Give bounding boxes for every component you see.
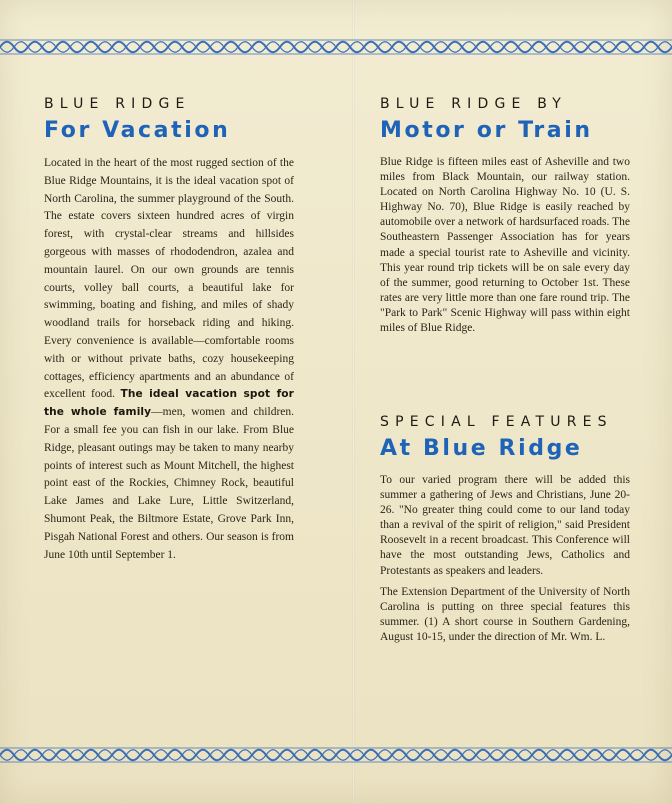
travel-headline: Motor or Train bbox=[380, 118, 593, 143]
travel-body: Blue Ridge is fifteen miles east of Asheville and two miles from Black Mountain, our railway station. Located on North Carolina Highway No. 10 (U. S. Highway No. 70), Blue Ridge is easily reached by automobile over a network of hardsurfaced roads. The Southeastern Passenger Association has for years made a special tourist rate to Asheville and vicinity. This year round trip tickets will be on sale every day of the summer, good returning to October 1st. These rates are very little more than one fare round trip. The "Park to Park" Scenic Highway will pass within eight miles of Blue Ridge. bbox=[380, 156, 630, 335]
vacation-body-part1: Located in the heart of the most rugged section of the Blue Ridge Mountains, it is the ideal vacation spot of North Carolina, the summer playground of the South. The estate covers sixteen hundred acres of virgin forest, with crystal-clear streams and hillsides gorgeous with masses of rhododendron, azalea and mountain laurel. On our own grounds are tennis courts, volley ball courts, a beautiful lake for swimming, boating and fishing, and miles of shady woodland trails for horseback riding and hiking. Every convenience is available—comfortable rooms with or without private baths, cozy housekeeping cottages, efficiency apartments and an abundance of excellent food. bbox=[44, 157, 294, 401]
vacation-body-part2: —men, women and children. For a small fee you can fish in our lake. From Blue Ridge, pleasant outings may be taken to many nearby points of interest such as Mount Mitchell, the highest point east of the Rockies, Chimney Rock, beautiful Lake James and Lake Lure, Little Switzerland, Shumont Peak, the Biltmore Estate, Grove Park Inn, Pisgah National Forest and others. Our season is from June 10th until September 1. bbox=[44, 406, 295, 561]
features-kicker: SPECIAL FEATURES bbox=[380, 414, 613, 430]
vacation-kicker: BLUE RIDGE bbox=[44, 96, 191, 112]
vacation-headline: For Vacation bbox=[44, 118, 231, 143]
page-fold bbox=[352, 0, 355, 804]
travel-column bbox=[380, 96, 630, 342]
vacation-column bbox=[44, 96, 294, 564]
features-paragraph-2: The Extension Department of the University of North Carolina is putting on three special features this summer. (1) A short course in Southern Gardening, August 10-15, under the direction of Mr. Wm. L. bbox=[380, 585, 630, 643]
vacation-body-bold: The ideal vacation spot for the whole family bbox=[44, 388, 294, 419]
top-wave-border bbox=[0, 38, 672, 56]
bottom-wave-border bbox=[0, 746, 672, 764]
features-section bbox=[380, 414, 630, 651]
travel-kicker: BLUE RIDGE BY bbox=[380, 96, 568, 112]
features-paragraph-1: To our varied program there will be added this summer a gathering of Jews and Christians, June 20-26. "No greater thing could come to our land today than a revival of the spirit of religion," said President Roosevelt in a recent broadcast. This Conference will have the most outstanding Jews, Catholics and Protestants as speakers and leaders. bbox=[380, 474, 630, 577]
vacation-body bbox=[44, 155, 294, 564]
features-headline: At Blue Ridge bbox=[380, 436, 583, 461]
